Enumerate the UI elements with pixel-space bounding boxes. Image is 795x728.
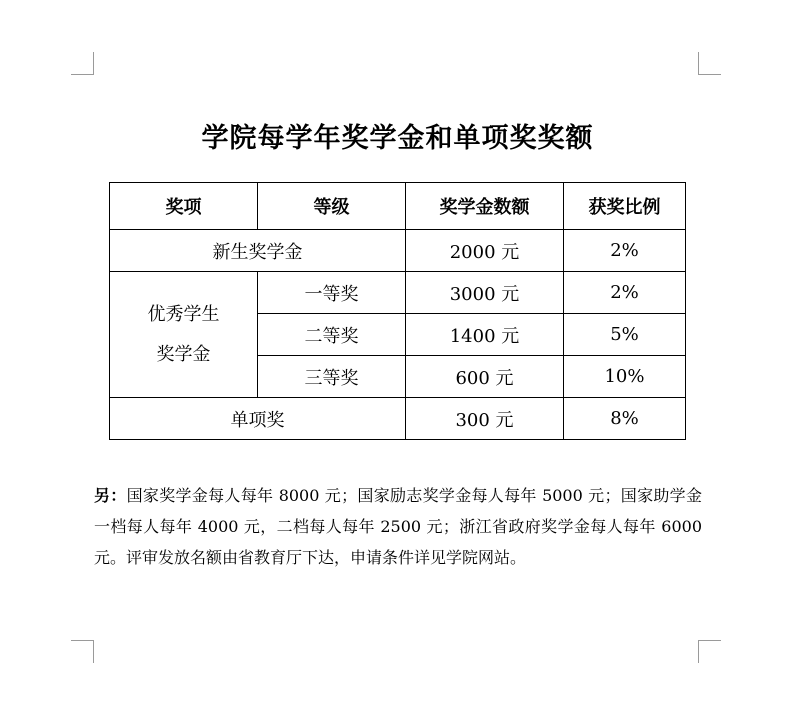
excellent-label-line1: 优秀学生 — [147, 303, 220, 325]
document-title: 学院每学年奖学金和单项奖奖额 — [201, 123, 594, 154]
single-ratio: 8% — [564, 398, 686, 440]
level-label: 一等奖 — [258, 272, 406, 314]
header-level: 等级 — [258, 183, 406, 230]
table-row-first-prize — [110, 272, 686, 314]
note-text: 国家奖学金每人每年 8000 元；国家励志奖学金每人每年 5000 元；国家助学金一档每人每年 4000 元，二档每人每年 2500 元；浙江省政府奖学金每人每年 6000 元。评审发放名额由省教育厅下达，申请条件详见学院网站。 — [94, 486, 702, 567]
table-row-single — [110, 398, 686, 440]
level-amount: 600 元 — [406, 356, 564, 398]
level-label: 二等奖 — [258, 314, 406, 356]
level-ratio: 5% — [564, 314, 686, 356]
header-ratio: 获奖比例 — [564, 183, 686, 230]
freshman-ratio: 2% — [564, 230, 686, 272]
note-paragraph — [94, 480, 702, 573]
level-amount: 1400 元 — [406, 314, 564, 356]
header-award-item: 奖项 — [110, 183, 258, 230]
excellent-label-cell — [110, 272, 258, 398]
page-corner-mark-top-left — [71, 52, 94, 75]
level-ratio: 2% — [564, 272, 686, 314]
scholarship-table — [109, 182, 686, 440]
single-amount: 300 元 — [406, 398, 564, 440]
page-corner-mark-top-right — [698, 52, 721, 75]
freshman-amount: 2000 元 — [406, 230, 564, 272]
note-lead: 另： — [94, 486, 127, 505]
table-row-freshman — [110, 230, 686, 272]
freshman-label: 新生奖学金 — [110, 230, 406, 272]
level-label: 三等奖 — [258, 356, 406, 398]
level-ratio: 10% — [564, 356, 686, 398]
page-corner-mark-bottom-left — [71, 640, 94, 663]
header-amount: 奖学金数额 — [406, 183, 564, 230]
excellent-label-line2: 奖学金 — [156, 343, 211, 365]
single-label: 单项奖 — [110, 398, 406, 440]
level-amount: 3000 元 — [406, 272, 564, 314]
table-header-row — [110, 183, 686, 230]
page-corner-mark-bottom-right — [698, 640, 721, 663]
